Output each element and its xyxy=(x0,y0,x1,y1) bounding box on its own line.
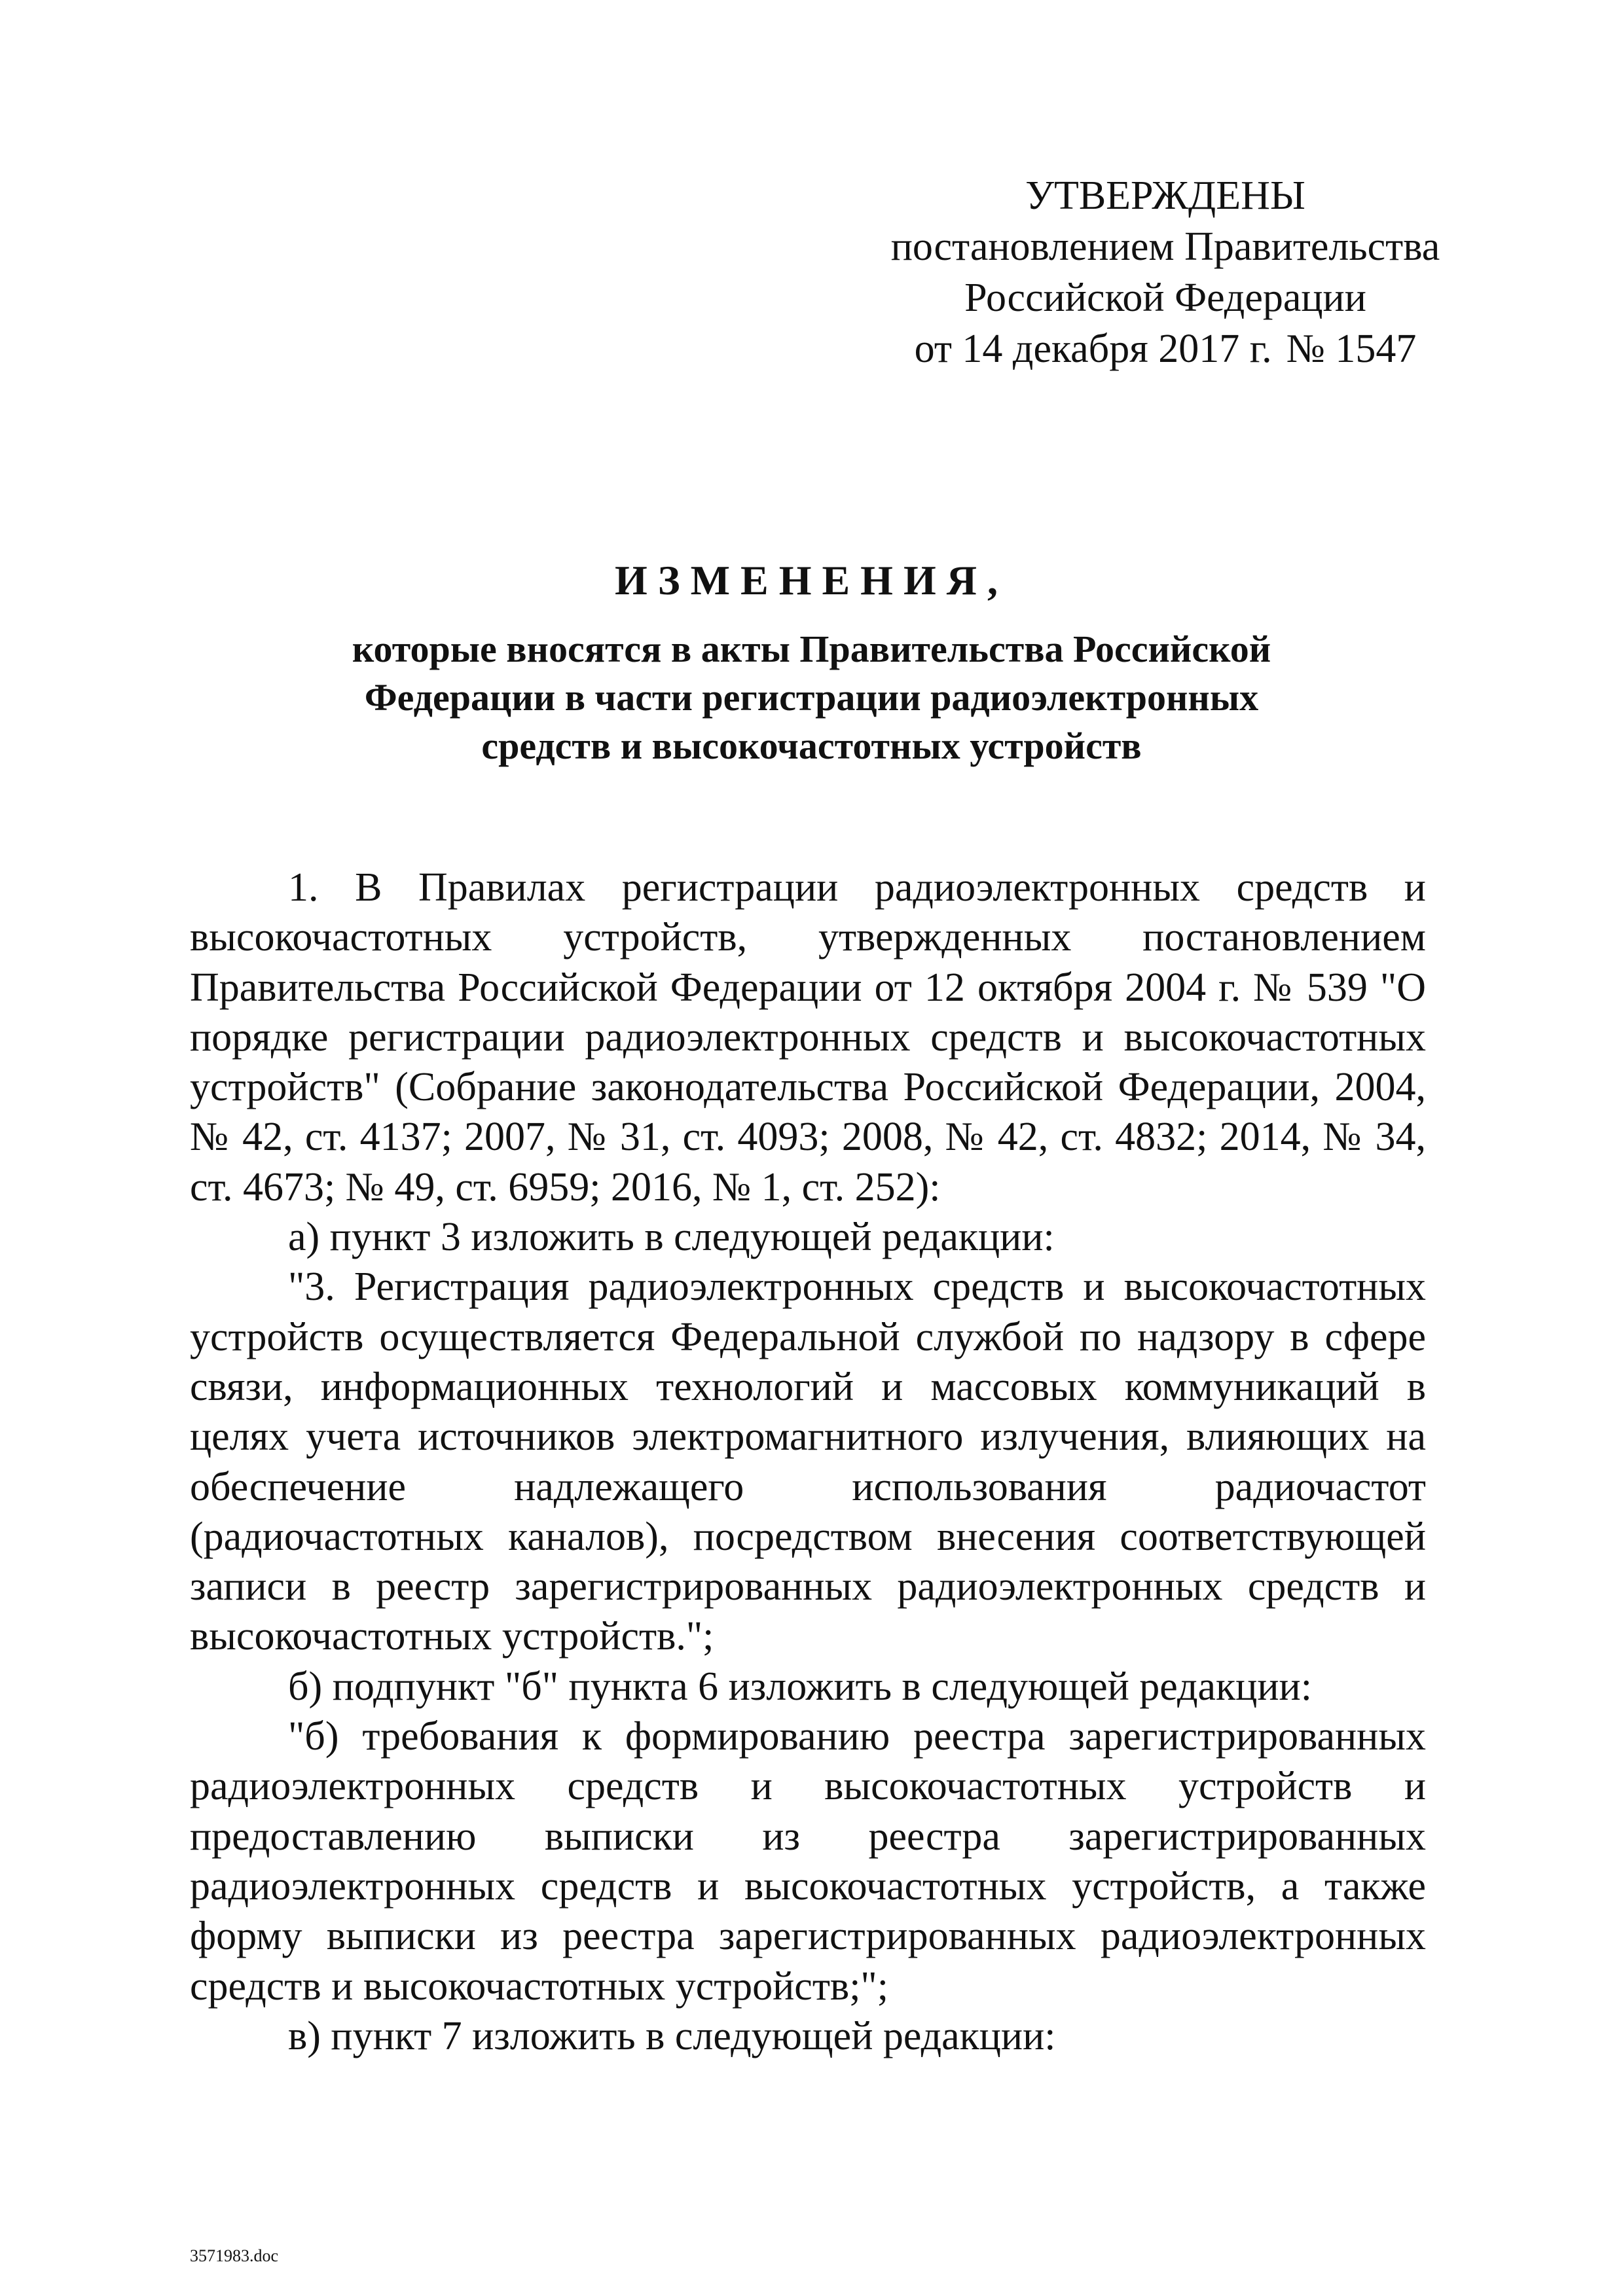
item-b: б) подпункт "б" пункта 6 изложить в следующей редакции: xyxy=(288,1664,1312,1709)
approval-date: от 14 декабря 2017 г. xyxy=(914,327,1272,371)
approval-line-federation: Российской Федерации xyxy=(964,276,1366,320)
item-a: а) пункт 3 изложить в следующей редакции: xyxy=(288,1215,1055,1260)
paragraph-1: 1. В Правилах регистрации радиоэлектронных средств и высокочастотных устройств, утвержденных постановлением Правительства Российской Федерации от 12 октября 2004 г. № 539 "О порядке регистрации радиоэлектронных средств и высокочастотных устройств" (Собрание законодательства Российской Федерации, 2004, № 42, ст. 4137; 2007, № 31, ст. 4093; 2008, № 42, ст. 4832; 2014, № 34, ст. 4673; № 49, ст. 6959; 2016, № 1, ст. 252): xyxy=(190,865,1426,1210)
footer-filename: 3571983.doc xyxy=(190,2246,279,2265)
approval-heading: УТВЕРЖДЕНЫ xyxy=(1025,173,1305,218)
subtitle-line-2: Федерации в части регистрации радиоэлектронных xyxy=(364,676,1259,719)
approval-block xyxy=(864,170,1467,374)
subtitle-line-1: которые вносятся в акты Правительства Российской xyxy=(352,628,1271,670)
quote-subpoint-b: "б) требования к формированию реестра зарегистрированных радиоэлектронных средств и высокочастотных устройств и предоставлению выписки из реестра зарегистрированных радиоэлектронных средств и высокочастотных устройств, а также форму выписки из реестра зарегистрированных радиоэлектронных средств и высокочастотных устройств;"; xyxy=(190,1714,1426,2009)
approval-number: 1547 xyxy=(1335,327,1417,371)
subtitle-line-3: средств и высокочастотных устройств xyxy=(481,725,1142,767)
item-v: в) пункт 7 изложить в следующей редакции: xyxy=(288,2013,1056,2058)
approval-number-sign: № xyxy=(1286,327,1325,371)
quote-point-3: "3. Регистрация радиоэлектронных средств и высокочастотных устройств осуществляется Федеральной службой по надзору в сфере связи, информационных технологий и массовых коммуникаций в целях учета источников электромагнитного излучения, влияющих на обеспечение надлежащего использования радиочастот (радиочастотных каналов), посредством внесения соответствующей записи в реестр зарегистрированных радиоэлектронных средств и высокочастотных устройств."; xyxy=(190,1265,1426,1659)
document-title: ИЗМЕНЕНИЯ, xyxy=(615,557,1008,603)
document-body xyxy=(190,863,1426,2061)
approval-line-resolution: постановлением Правительства xyxy=(890,224,1440,269)
approval-line-date xyxy=(864,323,1467,374)
document-subtitle xyxy=(262,625,1361,770)
